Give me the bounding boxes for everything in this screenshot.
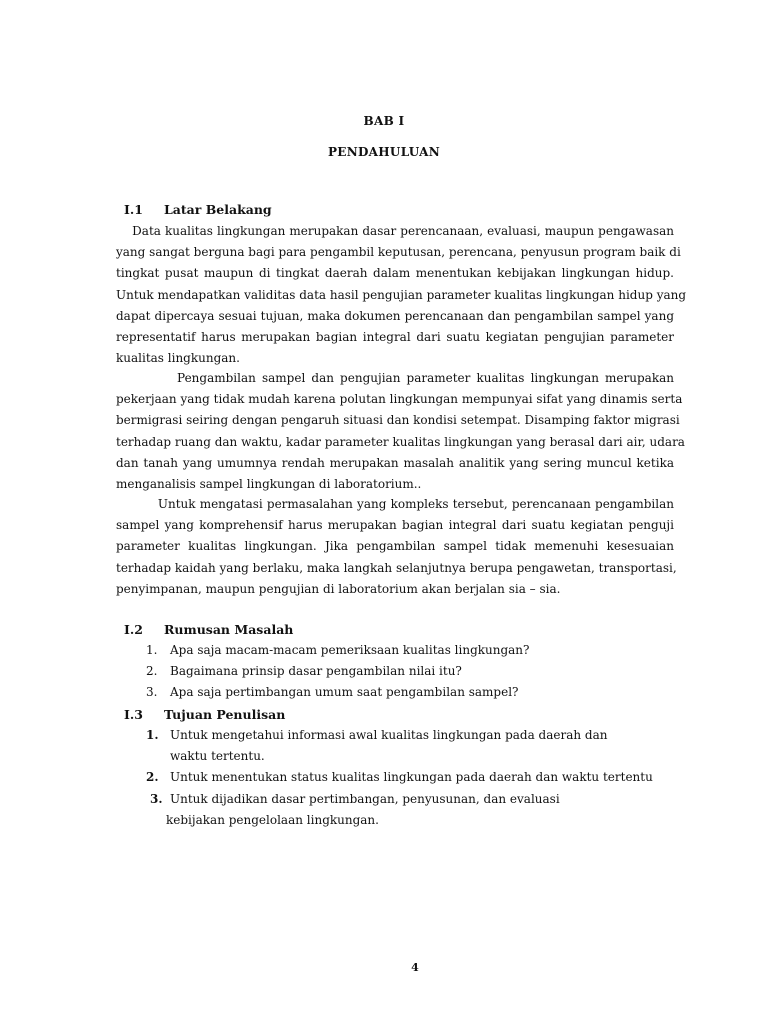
paragraph-line: dapat dipercaya sesuai tujuan, maka dokumen perencanaan dan pengambilan sampel yang xyxy=(116,308,674,323)
paragraph-line: yang sangat berguna bagi para pengambil keputusan, perencana, penyusun program baik di xyxy=(116,245,681,260)
paragraph-2 xyxy=(116,368,685,495)
list-marker: 1. xyxy=(146,728,159,742)
paragraph-line: penyimpanan, maupun pengujian di laboratorium akan berjalan sia – sia. xyxy=(116,581,561,596)
list-marker: 3. xyxy=(150,791,163,806)
section-heading-latar-belakang xyxy=(124,202,272,217)
list-item xyxy=(144,789,653,831)
list-item xyxy=(144,725,653,767)
paragraph-line: Pengambilan sampel dan pengujian parameter kualitas lingkungan merupakan xyxy=(116,371,674,385)
section-title: Tujuan Penulisan xyxy=(164,707,286,722)
chapter-title: PENDAHULUAN xyxy=(327,145,441,159)
paragraph-line: representatif harus merupakan bagian integral dari suatu kegiatan pengujian parameter xyxy=(116,330,674,345)
section-number: I.2 xyxy=(124,622,143,637)
paragraph-line: bermigrasi seiring dengan pengaruh situasi dan kondisi setempat. Disamping faktor migrasi xyxy=(116,413,680,428)
paragraph-line: pekerjaan yang tidak mudah karena polutan lingkungan mempunyai sifat yang dinamis serta xyxy=(116,392,683,407)
paragraph-line: sampel yang komprehensif harus merupakan bagian integral dari suatu kegiatan penguji xyxy=(116,518,674,533)
section-title: Latar Belakang xyxy=(164,202,272,217)
paragraph-line: tingkat pusat maupun di tingkat daerah dalam menentukan kebijakan lingkungan hidup. xyxy=(116,266,674,281)
list-item-continuation: kebijakan pengelolaan lingkungan. xyxy=(166,812,379,827)
section-number: I.1 xyxy=(124,202,143,217)
paragraph-line: terhadap kaidah yang berlaku, maka langkah selanjutnya berupa pengawetan, transportasi, xyxy=(116,560,677,575)
list-item-text: Bagaimana prinsip dasar pengambilan nilai itu? xyxy=(170,664,462,679)
section-number: I.3 xyxy=(124,707,143,722)
list-marker: 2. xyxy=(146,664,158,679)
list-item xyxy=(144,682,529,703)
tujuan-list xyxy=(144,725,653,831)
list-item-text: Untuk menentukan status kualitas lingkungan pada daerah dan waktu tertentu xyxy=(170,770,653,785)
paragraph-line: Data kualitas lingkungan merupakan dasar perencanaan, evaluasi, maupun pengawasan xyxy=(116,224,674,238)
paragraph-line: menganalisis sampel lingkungan di laboratorium.. xyxy=(116,477,422,492)
list-item-text: Untuk mengetahui informasi awal kualitas lingkungan pada daerah dan xyxy=(170,728,608,742)
list-marker: 1. xyxy=(146,643,158,657)
paragraph-line: dan tanah yang umumnya rendah merupakan masalah analitik yang sering muncul ketika xyxy=(116,455,674,470)
paragraph-line: kualitas lingkungan. xyxy=(116,351,240,366)
section-title: Rumusan Masalah xyxy=(164,622,294,637)
list-item xyxy=(144,640,529,661)
list-item xyxy=(144,661,529,682)
paragraph-3 xyxy=(116,494,677,600)
list-item xyxy=(144,767,653,788)
section-heading-tujuan-penulisan xyxy=(124,707,285,722)
list-item-text: Apa saja macam-macam pemeriksaan kualitas lingkungan? xyxy=(170,643,530,657)
list-item-continuation: waktu tertentu. xyxy=(170,749,265,764)
chapter-number: BAB I xyxy=(363,114,405,128)
list-item-text: Untuk dijadikan dasar pertimbangan, penyusunan, dan evaluasi xyxy=(170,791,560,806)
paragraph-1 xyxy=(116,221,687,369)
paragraph-line: Untuk mengatasi permasalahan yang kompleks tersebut, perencanaan pengambilan xyxy=(116,497,674,511)
list-item-text: Apa saja pertimbangan umum saat pengambilan sampel? xyxy=(170,685,519,700)
list-marker: 2. xyxy=(146,770,159,785)
section-heading-rumusan-masalah xyxy=(124,622,293,637)
paragraph-line: Untuk mendapatkan validitas data hasil pengujian parameter kualitas lingkungan hidup yang xyxy=(116,287,687,302)
rumusan-list xyxy=(144,640,529,704)
list-marker: 3. xyxy=(146,685,158,700)
paragraph-line: parameter kualitas lingkungan. Jika pengambilan sampel tidak memenuhi kesesuaian xyxy=(116,539,674,554)
page-number: 4 xyxy=(411,961,419,974)
paragraph-line: terhadap ruang dan waktu, kadar parameter kualitas lingkungan yang berasal dari air, udara xyxy=(116,434,685,449)
